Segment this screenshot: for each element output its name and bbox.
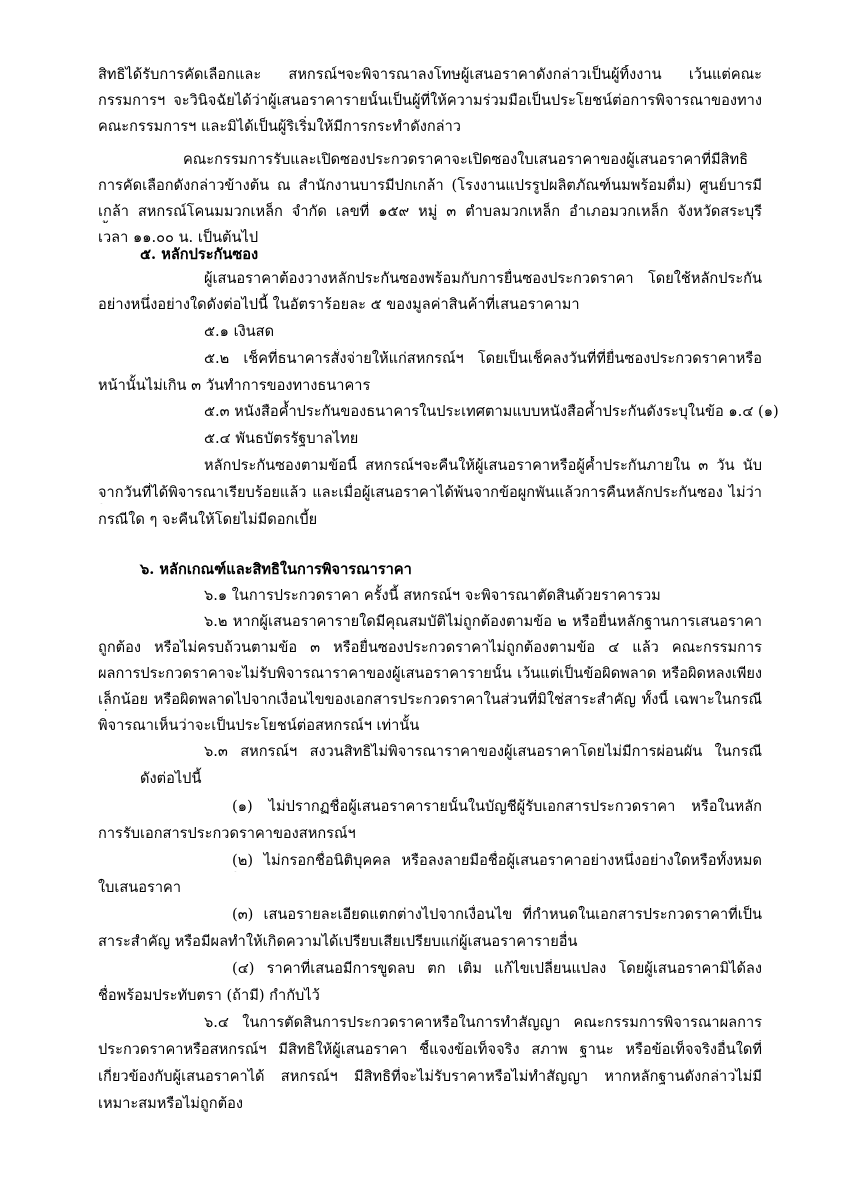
list-item: ๖.๑ ในการประกวดราคา ครั้งนี้ สหกรณ์ฯ จะพิจารณาตัดสินด้วยราคารวม [204, 587, 661, 604]
list-item: (๒) ไม่กรอกชื่อนิติบุคคล หรือลงลายมือชื่อผู้เสนอราคาอย่างหนึ่งอย่างใดหรือทั้งหมด [232, 852, 762, 869]
list-item: ๖.๔ ในการตัดสินการประกวดราคาหรือในการทำสัญญา คณะกรรมการพิจารณาผลการ [204, 1014, 762, 1031]
list-item: ๕.๓ หนังสือค้ำประกันของธนาคารในประเทศตามแบบหนังสือค้ำประกันดังระบุในข้อ ๑.๔ (๑) [204, 403, 779, 420]
text-line: ผู้เสนอราคาต้องวางหลักประกันซองพร้อมกับการยื่นซองประกวดราคา โดยใช้หลักประกัน [204, 270, 762, 287]
list-item: ๕.๔ พันธบัตรรัฐบาลไทย [204, 430, 359, 447]
text-line: การรับเอกสารประกวดราคาของสหกรณ์ฯ [98, 825, 356, 842]
list-item: (๔) ราคาที่เสนอมีการขูดลบ ตก เติม แก้ไขเปลี่ยนแปลง โดยผู้เสนอราคามิได้ลง [232, 960, 762, 977]
text-line: กรรมการฯ จะวินิจฉัยได้ว่าผู้เสนอราคารายนั้นเป็นผู้ที่ให้ความร่วมมือเป็นประโยชน์ต่อการพิจารณาของทาง [98, 92, 762, 109]
list-item: (๑) ไม่ปรากฏชื่อผู้เสนอราคารายนั้นในบัญชีผู้รับเอกสารประกวดราคา หรือในหลัก [232, 798, 762, 815]
list-item: ๕.๑ เงินสด [204, 323, 275, 340]
text-line: เหมาะสมหรือไม่ถูกต้อง [98, 1095, 244, 1112]
text-line: ผลการประกวดราคาจะไม่รับพิจารณาราคาของผู้เสนอราคารายนั้น เว้นแต่เป็นข้อผิดพลาด หรือผิดหลงเพียง [98, 665, 762, 682]
text-line: จากวันที่ได้พิจารณาเรียบร้อยแล้ว และเมื่อผู้เสนอราคาได้พ้นจากข้อผูกพันแล้วการคืนหลักประกันซอง ไม่ว่า [98, 484, 762, 501]
list-item: ๖.๒ หากผู้เสนอราคารายใดมีคุณสมบัติไม่ถูกต้องตามข้อ ๒ หรือยื่นหลักฐานการเสนอราคา [204, 613, 762, 630]
text-line: ดังต่อไปนี้ [140, 770, 202, 787]
text-line: คณะกรรมการรับและเปิดซองประกวดราคาจะเปิดซองใบเสนอราคาของผู้เสนอราคาที่มีสิทธิ [183, 151, 749, 168]
text-line: ประกวดราคาหรือสหกรณ์ฯ มีสิทธิให้ผู้เสนอราคา ชี้แจงข้อเท็จจริง สภาพ ฐานะ หรือข้อเท็จจริงอื่นใดที่ [98, 1041, 762, 1058]
text-line: พิจารณาเห็นว่าจะเป็นประโยชน์ต่อสหกรณ์ฯ เท่านั้น [98, 717, 420, 734]
text-line: กรณีใด ๆ จะคืนให้โดยไม่มีดอกเบี้ย [98, 511, 318, 528]
text-line: การคัดเลือกดังกล่าวข้างต้น ณ สำนักงานบารมีปกเกล้า (โรงงานแปรรูปผลิตภัณฑ์นมพร้อมดื่ม) ศูนย์บารมี [98, 177, 762, 194]
text-line: ใบเสนอราคา [98, 879, 182, 896]
text-line: ชื่อพร้อมประทับตรา (ถ้ามี) กำกับไว้ [98, 987, 320, 1004]
text-line: เวลา ๑๑.๐๐ น. เป็นต้นไป [98, 229, 259, 246]
section-heading-6: ๖. หลักเกณฑ์และสิทธิในการพิจารณาราคา [140, 561, 412, 578]
list-item: ๖.๓ สหกรณ์ฯ สงวนสิทธิไม่พิจารณาราคาของผู้เสนอราคาโดยไม่มีการผ่อนผัน ในกรณี [204, 743, 762, 760]
text-line: หลักประกันซองตามข้อนี้ สหกรณ์ฯจะคืนให้ผู้เสนอราคาหรือผู้ค้ำประกันภายใน ๓ วัน นับ [204, 457, 762, 474]
text-line: อย่างหนึ่งอย่างใดดังต่อไปนี้ ในอัตราร้อยละ ๕ ของมูลค่าสินค้าที่เสนอราคามา [98, 296, 580, 313]
text-line: สิทธิได้รับการคัดเลือกและ สหกรณ์ฯจะพิจารณาลงโทษผู้เสนอราคาดังกล่าวเป็นผู้ทิ้งงาน เว้นแต่คณะ [98, 66, 762, 83]
text-line: เกี่ยวข้องกับผู้เสนอราคาได้ สหกรณ์ฯ มีสิทธิที่จะไม่รับราคาหรือไม่ทำสัญญา หากหลักฐานดังกล่าวไม่มี [98, 1068, 762, 1085]
text-line: คณะกรรมการฯ และมิได้เป็นผู้ริเริ่มให้มีการกระทำดังกล่าว [98, 118, 461, 135]
text-line: เล็กน้อย หรือผิดพลาดไปจากเงื่อนไขของเอกสารประกวดราคาในส่วนที่มิใช่สาระสำคัญ ทั้งนี้ เฉพาะในกรณี [98, 691, 762, 708]
list-item: ๕.๒ เช็คที่ธนาคารสั่งจ่ายให้แก่สหกรณ์ฯ โดยเป็นเช็คลงวันที่ที่ยื่นซองประกวดราคาหรือ [204, 350, 762, 367]
section-heading-5: ๕. หลักประกันซอง [140, 246, 259, 263]
text-line: ถูกต้อง หรือไม่ครบถ้วนตามข้อ ๓ หรือยื่นซองประกวดราคาไม่ถูกต้องตามข้อ ๔ แล้ว คณะกรรมการ [98, 639, 762, 656]
text-line: สาระสำคัญ หรือมีผลทำให้เกิดความได้เปรียบเสียเปรียบแก่ผู้เสนอราคารายอื่น [98, 933, 578, 950]
text-line: หน้านั้นไม่เกิน ๓ วันทำการของทางธนาคาร [98, 377, 371, 394]
text-line: เกล้า สหกรณ์โคนมมวกเหล็ก จำกัด เลขที่ ๑๕๙ หมู่ ๓ ตำบลมวกเหล็ก อำเภอมวกเหล็ก จังหวัดสระบุรี [98, 203, 762, 220]
list-item: (๓) เสนอรายละเอียดแตกต่างไปจากเงื่อนไข ที่กำหนดในเอกสารประกวดราคาที่เป็น [232, 906, 762, 923]
